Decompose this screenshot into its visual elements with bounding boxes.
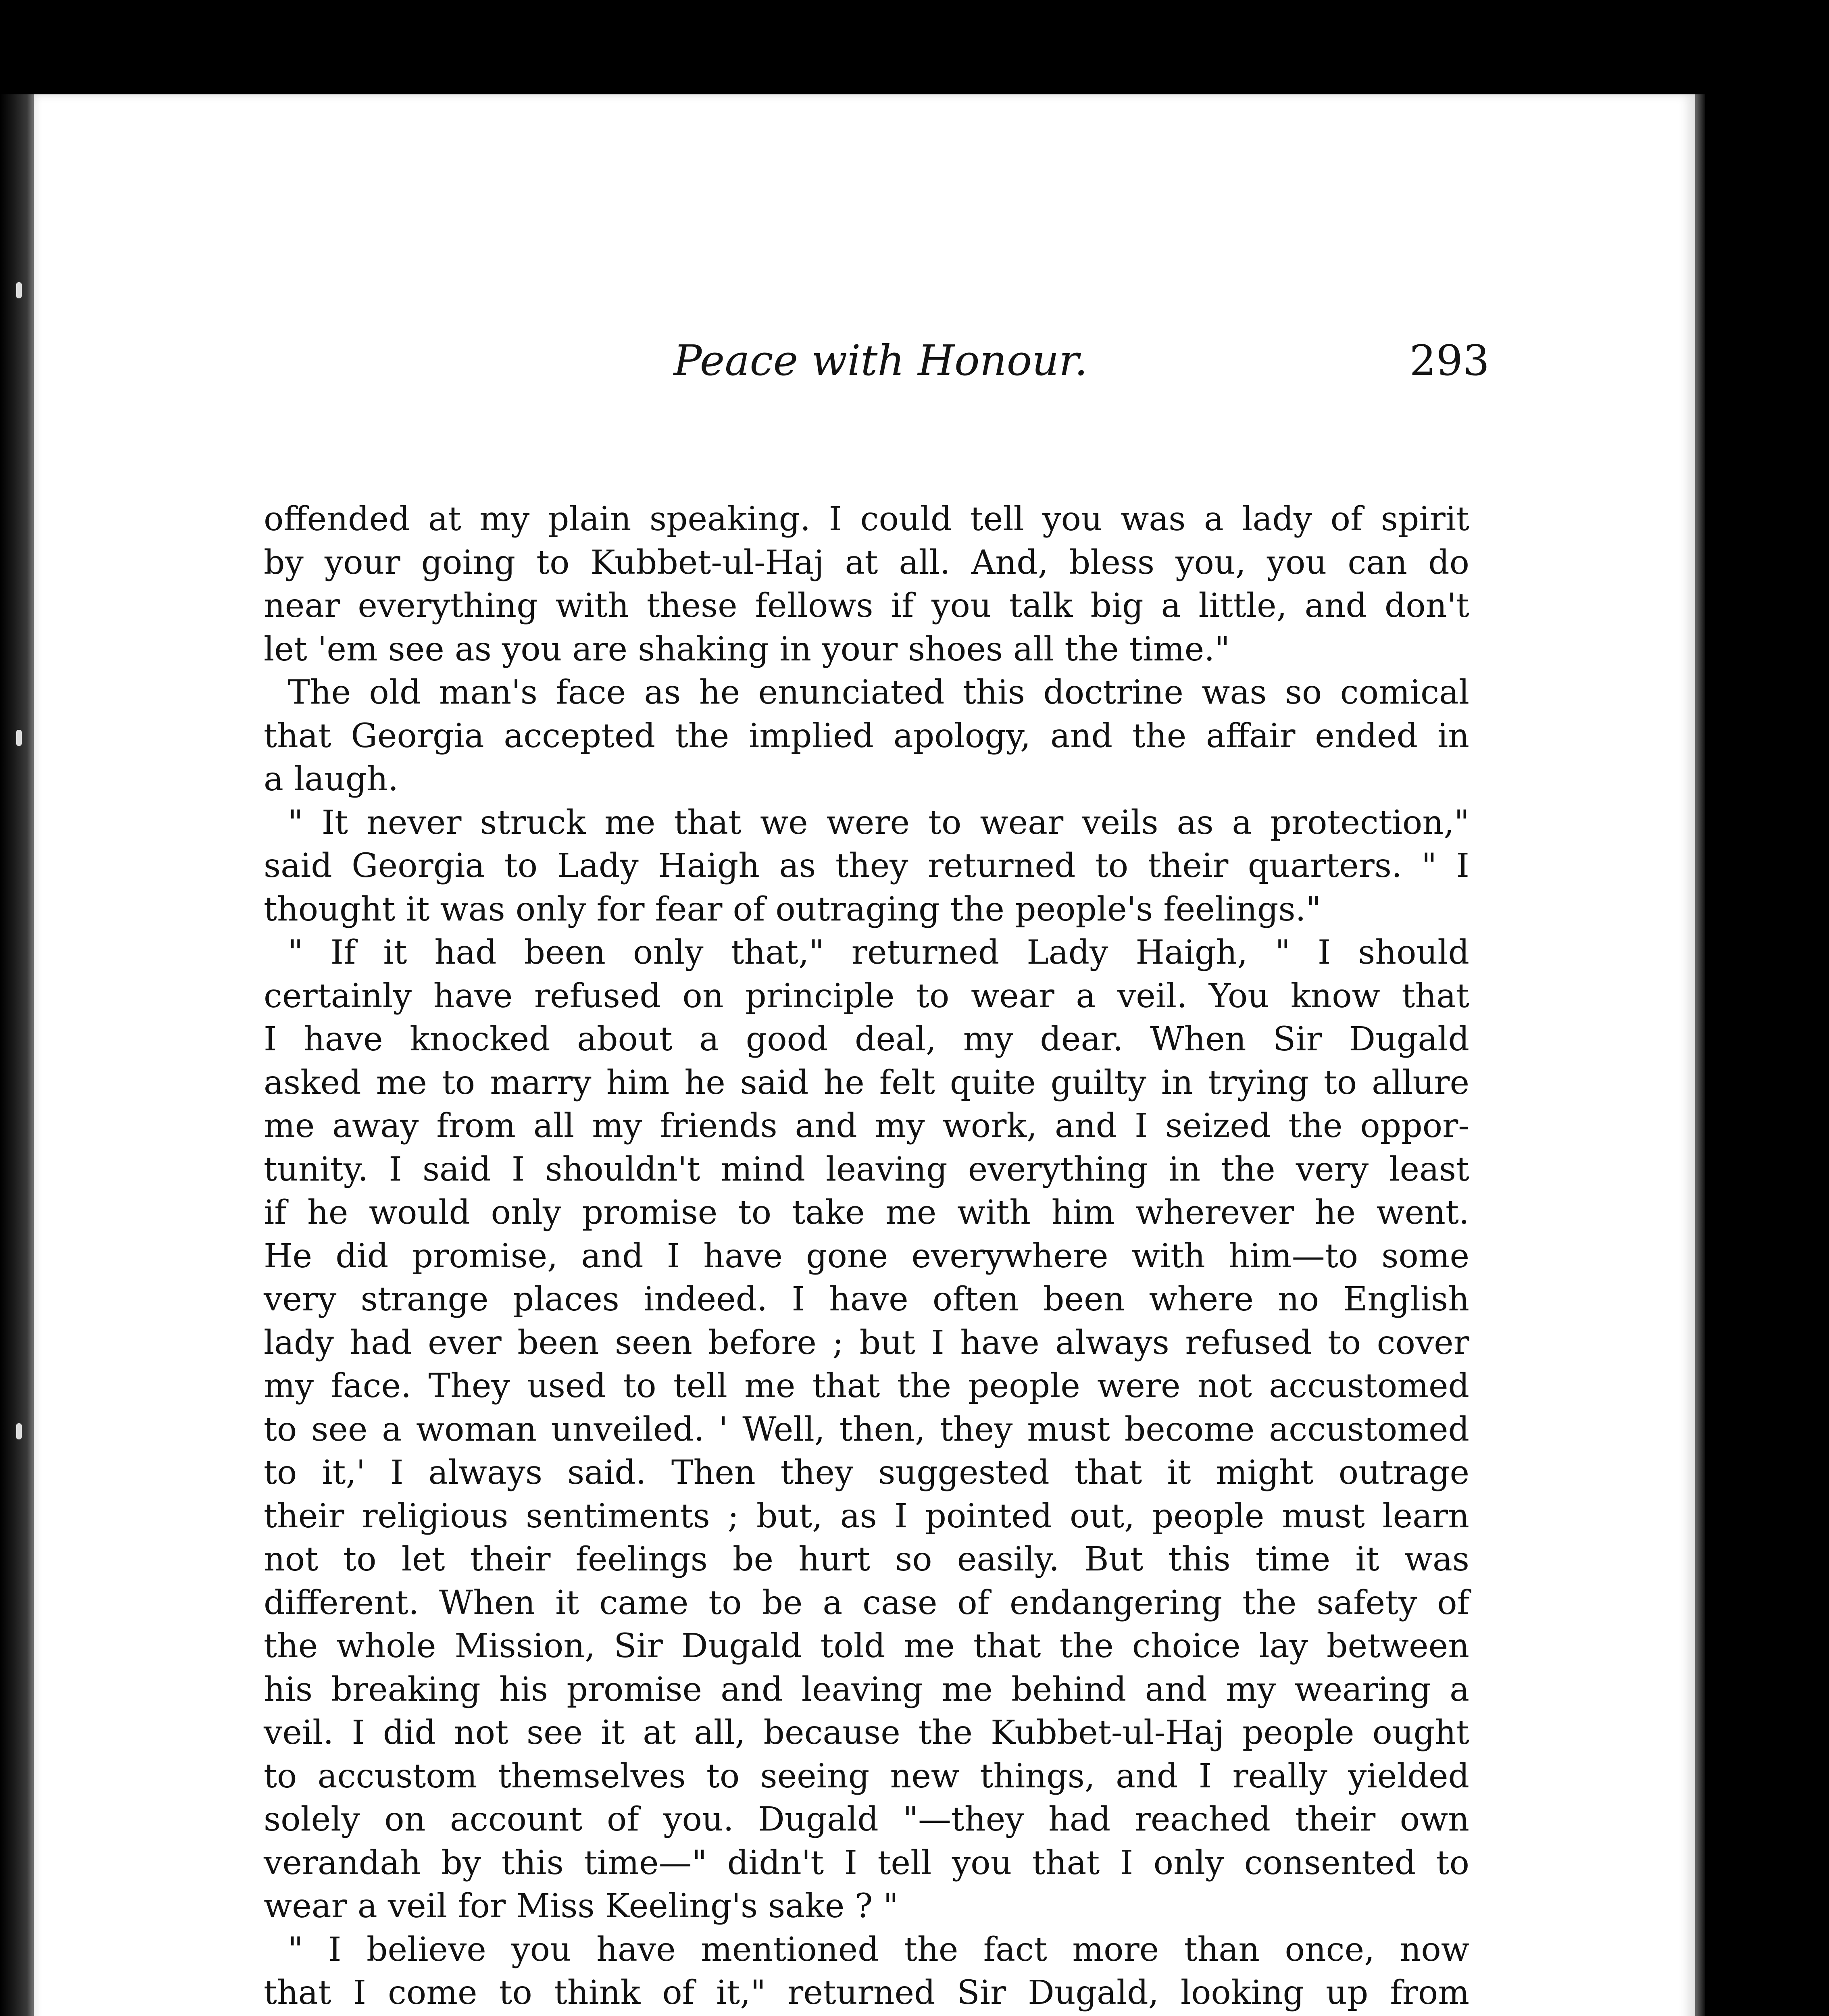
text-line: to see a woman unveiled. ' Well, then, they must become accustomed — [264, 1410, 1469, 1449]
text-line: that Georgia accepted the implied apology, and the affair ended in — [264, 716, 1469, 755]
text-line: a laugh. — [264, 760, 399, 798]
binding-mark — [16, 730, 22, 746]
page-number: 293 — [1409, 336, 1489, 385]
text-line: He did promise, and I have gone everywhere with him—to some — [264, 1237, 1469, 1275]
text-line: the whole Mission, Sir Dugald told me that the choice lay between — [264, 1627, 1469, 1665]
text-line: verandah by this time—" didn't I tell you that I only consented to — [264, 1843, 1469, 1882]
text-line: near everything with these fellows if you talk big a little, and don't — [264, 587, 1469, 625]
text-line: different. When it came to be a case of endangering the safety of — [264, 1583, 1469, 1622]
text-line: to it,' I always said. Then they suggested that it might outrage — [264, 1454, 1469, 1492]
book-page — [34, 94, 1695, 2016]
text-line: very strange places indeed. I have often been where no English — [264, 1280, 1469, 1318]
text-line: " I believe you have mentioned the fact more than once, now — [288, 1930, 1469, 1969]
body-text — [264, 498, 1469, 2016]
text-line — [264, 2015, 1469, 2016]
binding-mark — [16, 282, 22, 298]
text-line: offended at my plain speaking. I could tell you was a lady of spirit — [264, 500, 1469, 538]
book-left-edge — [0, 94, 34, 2016]
text-line: their religious sentiments ; but, as I pointed out, people must learn — [264, 1497, 1469, 1535]
text-line: wear a veil for Miss Keeling's sake ? " — [264, 1887, 899, 1925]
text-line: let 'em see as you are shaking in your shoes all the time." — [264, 630, 1230, 669]
text-line: his breaking his promise and leaving me behind and my wearing a — [264, 1670, 1469, 1709]
text-line: that I come to think of it," returned Sir Dugald, looking up from — [264, 1974, 1469, 2012]
text-line: The old man's face as he enunciated this doctrine was so comical — [288, 673, 1469, 712]
running-head: Peace with Honour. — [673, 336, 1088, 385]
text-line: my face. They used to tell me that the people were not accustomed — [264, 1367, 1469, 1405]
text-line: not to let their feelings be hurt so easily. But this time it was — [264, 1540, 1469, 1579]
text-line: thought it was only for fear of outraging the people's feelings." — [264, 890, 1321, 929]
text-line: tunity. I said I shouldn't mind leaving everything in the very least — [264, 1150, 1469, 1189]
page-header — [34, 328, 1695, 393]
text-line: me away from all my friends and my work, and I seized the oppor- — [264, 1107, 1469, 1145]
text-line: asked me to marry him he said he felt quite guilty in trying to allure — [264, 1063, 1469, 1102]
binding-mark — [16, 1423, 22, 1439]
text-line: " It never struck me that we were to wear veils as a protection," — [288, 803, 1469, 842]
text-line: " If it had been only that," returned Lady Haigh, " I should — [288, 933, 1469, 972]
text-line: I have knocked about a good deal, my dear. When Sir Dugald — [264, 1020, 1469, 1058]
book-right-edge — [1695, 94, 1705, 2016]
text-line: solely on account of you. Dugald "—they had reached their own — [264, 1800, 1469, 1839]
text-line: veil. I did not see it at all, because the Kubbet-ul-Haj people ought — [264, 1714, 1469, 1752]
text-line: lady had ever been seen before ; but I have always refused to cover — [264, 1323, 1469, 1362]
text-line: said Georgia to Lady Haigh as they returned to their quarters. " I — [264, 847, 1469, 885]
text-line: certainly have refused on principle to wear a veil. You know that — [264, 977, 1469, 1015]
text-line: to accustom themselves to seeing new things, and I really yielded — [264, 1757, 1469, 1795]
text-line: if he would only promise to take me with him wherever he went. — [264, 1193, 1469, 1232]
text-line: by your going to Kubbet-ul-Haj at all. And, bless you, you can do — [264, 543, 1469, 582]
